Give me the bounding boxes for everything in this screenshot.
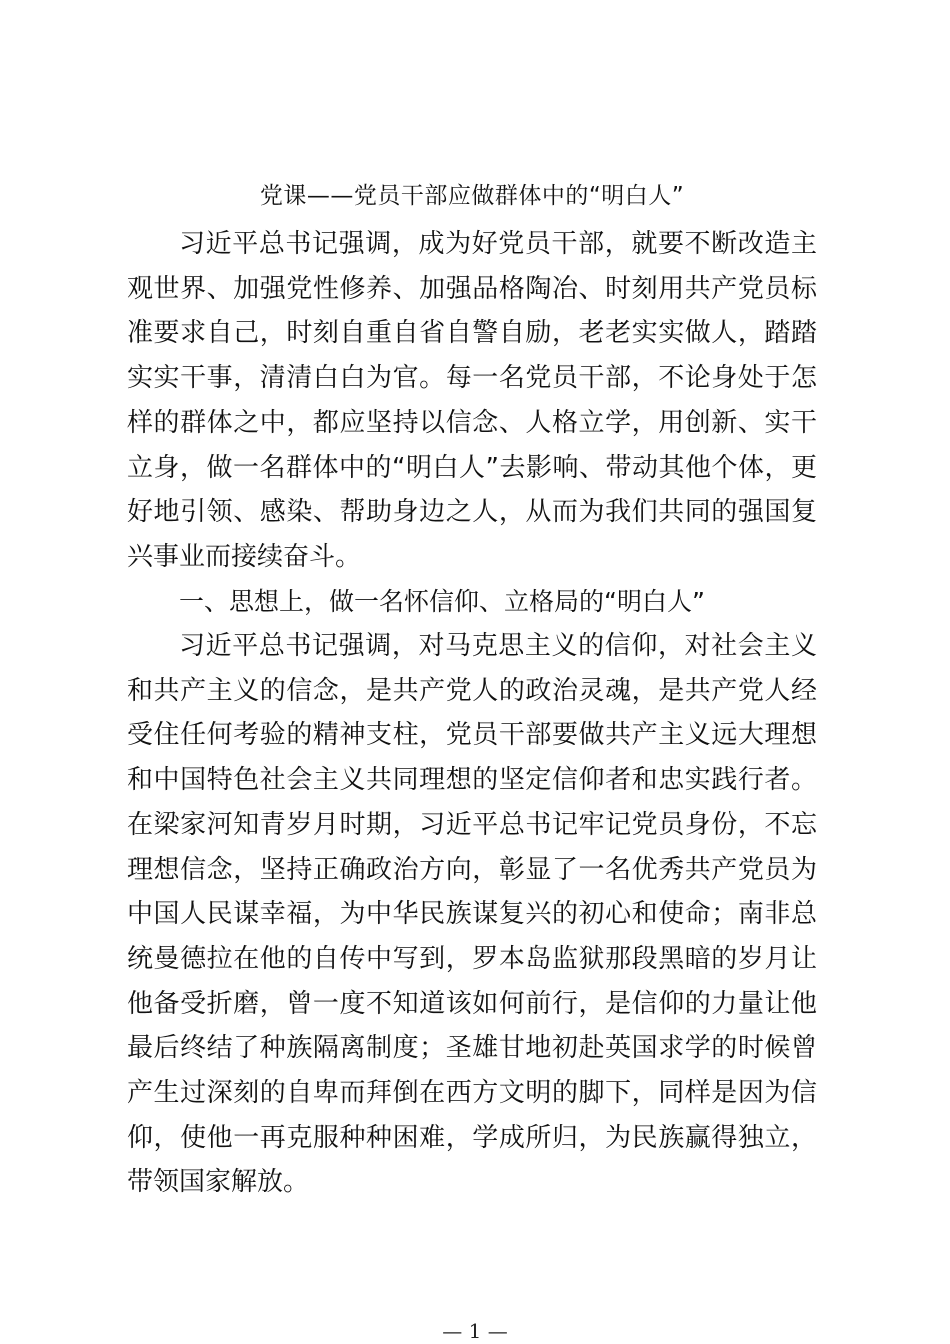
intro-paragraph: 习近平总书记强调，成为好党员干部，就要不断改造主观世界、加强党性修养、加强品格陶冶、时刻用共产党员标准要求自己，时刻自重自省自警自励，老老实实做人，踏踏实实干事，清清白白为官。每一名党员干部，不论身处于怎样的群体之中，都应坚持以信念、人格立学，用创新、实干立身，做一名群体中的“明白人”去影响、带动其他个体，更好地引领、感染、帮助身边之人，从而为我们共同的强国复兴事业而接续奋斗。 — [127, 229, 817, 572]
section-paragraph: 习近平总书记强调，对马克思主义的信仰，对社会主义和共产主义的信念，是共产党人的政治灵魂，是共产党人经受住任何考验的精神支柱，党员干部要做共产主义远大理想和中国特色社会主义共同理想的坚定信仰者和忠实践行者。在梁家河知青岁月时期，习近平总书记牢记党员身份，不忘理想信念，坚持正确政治方向，彰显了一名优秀共产党员为中国人民谋幸福，为中华民族谋复兴的初心和使命；南非总统曼德拉在他的自传中写到，罗本岛监狱那段黑暗的岁月让他备受折磨，曾一度不知道该如何前行，是信仰的力量让他最后终结了种族隔离制度；圣雄甘地初赴英国求学的时候曾产生过深刻的自卑而拜倒在西方文明的脚下，同样是因为信仰，使他一再克服种种困难，学成所归，为民族赢得独立，带领国家解放。 — [127, 631, 817, 1198]
page-number: — 1 — — [442, 1319, 508, 1343]
document-title: 党课——党员干部应做群体中的“明白人” — [259, 183, 685, 209]
section-heading: 一、思想上，做一名怀信仰、立格局的“明白人” — [179, 587, 705, 616]
